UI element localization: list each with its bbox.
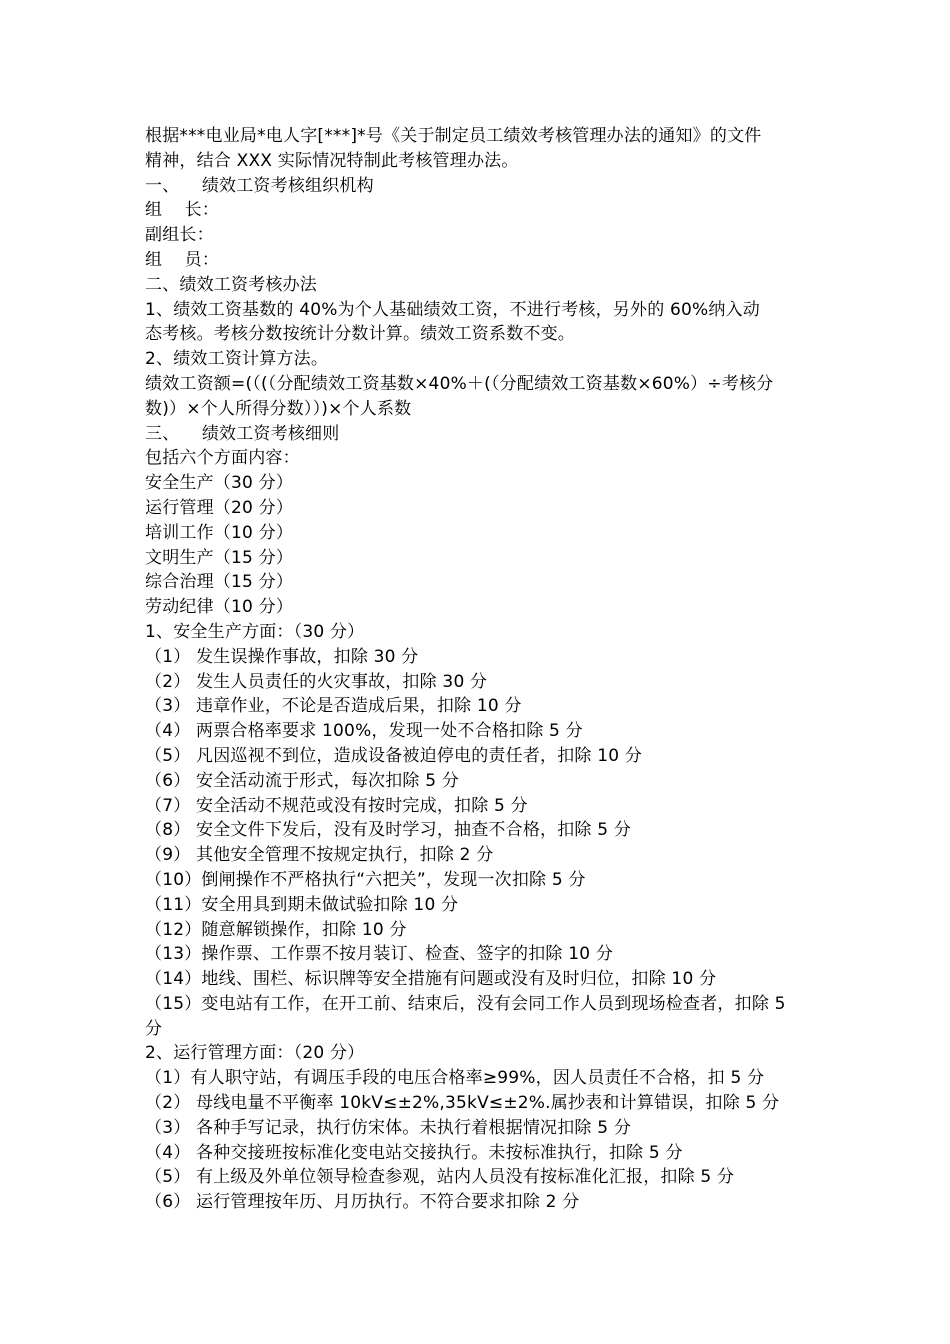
text-line: 安全生产（30 分） xyxy=(145,473,294,494)
text-line: 组 长： xyxy=(145,200,220,221)
text-line: 文明生产（15 分） xyxy=(145,547,294,568)
text-line: 培训工作（10 分） xyxy=(145,522,294,543)
text-line: 综合治理（15 分） xyxy=(145,572,294,593)
text-line: （2） 发生人员责任的火灾事故，扣除 30 分 xyxy=(145,671,488,692)
text-line: （4） 两票合格率要求 100%，发现一处不合格扣除 5 分 xyxy=(145,721,583,742)
text-line: 一、 绩效工资考核组织机构 xyxy=(145,175,374,196)
text-line: （6） 安全活动流于形式，每次扣除 5 分 xyxy=(145,770,460,791)
text-line: 数)）×个人所得分数））)×个人系数 xyxy=(145,398,412,419)
text-line: （3） 各种手写记录，执行仿宋体。未执行着根据情况扣除 5 分 xyxy=(145,1117,632,1138)
text-line: 包括六个方面内容： xyxy=(145,448,300,469)
text-line: （2） 母线电量不平衡率 10kV≤±2%,35kV≤±2%.属抄表和计算错误，扣除 5 分 xyxy=(145,1093,780,1114)
text-line: （6） 运行管理按年历、月历执行。不符合要求扣除 2 分 xyxy=(145,1192,580,1213)
text-line: 精神，结合 XXX 实际情况特制此考核管理办法。 xyxy=(145,150,519,171)
text-line: 运行管理（20 分） xyxy=(145,497,294,518)
text-line: 1、绩效工资基数的 40%为个人基础绩效工资，不进行考核，另外的 60%纳入动 xyxy=(145,299,760,320)
text-line: （9） 其他安全管理不按规定执行，扣除 2 分 xyxy=(145,845,494,866)
text-line: （5） 凡因巡视不到位，造成设备被迫停电的责任者，扣除 10 分 xyxy=(145,745,643,766)
text-line: （13）操作票、工作票不按月装订、检查、签字的扣除 10 分 xyxy=(145,944,614,965)
text-line: 二、绩效工资考核办法 xyxy=(145,274,317,295)
text-line: （8） 安全文件下发后，没有及时学习，抽查不合格，扣除 5 分 xyxy=(145,820,632,841)
text-line: 三、 绩效工资考核细则 xyxy=(145,423,340,444)
text-line: 劳动纪律（10 分） xyxy=(145,597,294,618)
text-line: （7） 安全活动不规范或没有按时完成，扣除 5 分 xyxy=(145,795,528,816)
text-line: （10）倒闸操作不严格执行“六把关”，发现一次扣除 5 分 xyxy=(145,869,586,890)
text-line: 2、绩效工资计算方法。 xyxy=(145,349,329,370)
text-line: （1） 发生误操作事故，扣除 30 分 xyxy=(145,646,419,667)
text-line: 态考核。考核分数按统计分数计算。绩效工资系数不变。 xyxy=(145,324,575,345)
text-line: （12）随意解锁操作，扣除 10 分 xyxy=(145,919,407,940)
text-line: 组 员： xyxy=(145,249,220,270)
text-line: 副组长： xyxy=(145,225,214,246)
text-line: 绩效工资额=(（(（分配绩效工资基数×40%＋(（分配绩效工资基数×60%）÷考核分 xyxy=(145,373,774,394)
text-line: （4） 各种交接班按标准化变电站交接执行。未按标准执行，扣除 5 分 xyxy=(145,1142,683,1163)
text-line: （11）安全用具到期未做试验扣除 10 分 xyxy=(145,894,459,915)
text-line: （3） 违章作业，不论是否造成后果，扣除 10 分 xyxy=(145,696,522,717)
text-line: 2、运行管理方面：（20 分） xyxy=(145,1043,365,1064)
text-line: （15）变电站有工作，在开工前、结束后，没有会同工作人员到现场检查者，扣除 5 xyxy=(145,993,786,1014)
text-line: 1、安全生产方面：（30 分） xyxy=(145,621,365,642)
text-line: 分 xyxy=(145,1018,163,1039)
document-body xyxy=(145,124,810,1215)
text-line: （14）地线、围栏、标识牌等安全措施有问题或没有及时归位，扣除 10 分 xyxy=(145,969,717,990)
text-line: （5） 有上级及外单位领导检查参观，站内人员没有按标准化汇报，扣除 5 分 xyxy=(145,1167,735,1188)
text-line: （1）有人职守站，有调压手段的电压合格率≥99%，因人员责任不合格，扣 5 分 xyxy=(145,1068,765,1089)
text-line: 根据***电业局*电人字[***]*号《关于制定员工绩效考核管理办法的通知》的文件 xyxy=(145,126,762,146)
